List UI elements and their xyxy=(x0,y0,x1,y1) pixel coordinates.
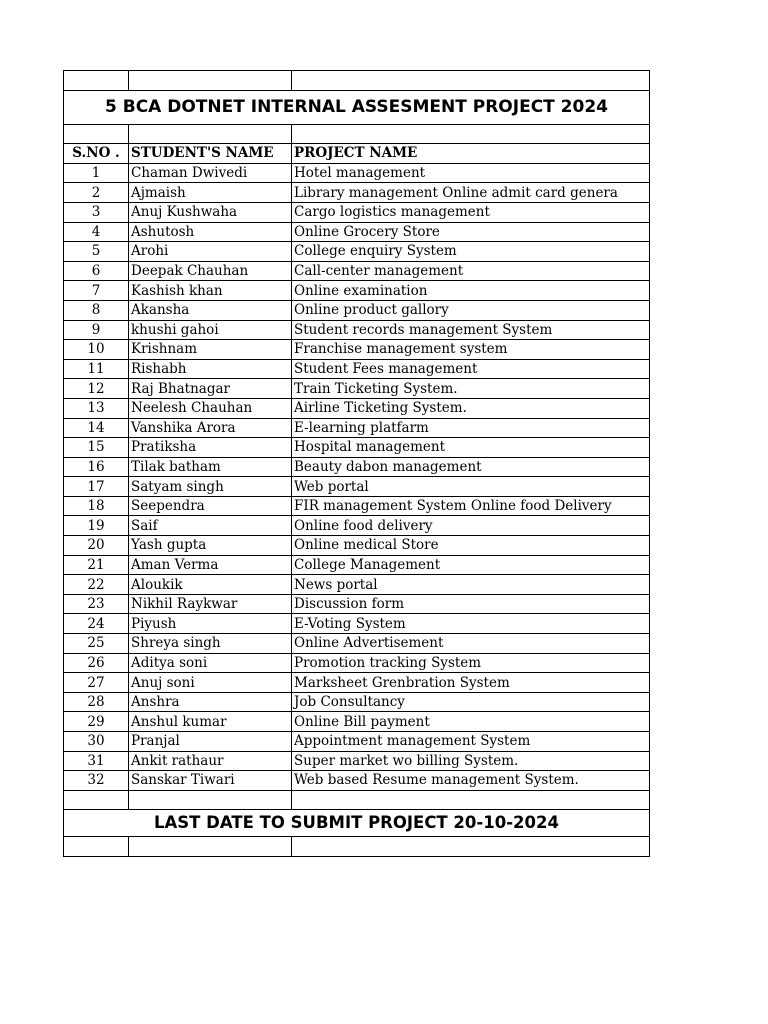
cell-student-name: khushi gahoi xyxy=(129,320,292,340)
cell-project-name: Cargo logistics management xyxy=(292,202,650,222)
table-row xyxy=(64,692,650,712)
table-row xyxy=(64,202,650,222)
cell-student-name: Shreya singh xyxy=(129,634,292,654)
cell-sno: 1 xyxy=(64,163,129,183)
cell-student-name: Anuj soni xyxy=(129,673,292,693)
table-row xyxy=(64,771,650,791)
table-row xyxy=(64,261,650,281)
cell-project-name: Library management Online admit card genera xyxy=(292,183,650,203)
table-row xyxy=(64,398,650,418)
cell-student-name: Anshul kumar xyxy=(129,712,292,732)
cell-student-name: Aditya soni xyxy=(129,653,292,673)
cell-sno: 2 xyxy=(64,183,129,203)
cell-sno: 32 xyxy=(64,771,129,791)
project-table xyxy=(63,70,650,857)
cell-student-name: Arohi xyxy=(129,242,292,262)
cell-student-name: Yash gupta xyxy=(129,536,292,556)
cell-student-name: Neelesh Chauhan xyxy=(129,398,292,418)
table-row xyxy=(64,477,650,497)
cell-sno: 9 xyxy=(64,320,129,340)
cell-sno: 7 xyxy=(64,281,129,301)
table-row xyxy=(64,653,650,673)
cell-student-name: Ashutosh xyxy=(129,222,292,242)
cell-sno: 4 xyxy=(64,222,129,242)
cell-sno: 21 xyxy=(64,555,129,575)
table-row xyxy=(64,300,650,320)
blank-cell xyxy=(129,790,292,810)
cell-project-name: College Management xyxy=(292,555,650,575)
table-row xyxy=(64,575,650,595)
cell-sno: 3 xyxy=(64,202,129,222)
table-row xyxy=(64,594,650,614)
blank-cell xyxy=(292,71,650,91)
blank-cell xyxy=(129,124,292,144)
cell-sno: 6 xyxy=(64,261,129,281)
header-project-name: PROJECT NAME xyxy=(292,144,650,164)
cell-sno: 19 xyxy=(64,516,129,536)
cell-project-name: Marksheet Grenbration System xyxy=(292,673,650,693)
blank-row xyxy=(64,837,650,857)
cell-project-name: E-Voting System xyxy=(292,614,650,634)
cell-project-name: Airline Ticketing System. xyxy=(292,398,650,418)
cell-sno: 20 xyxy=(64,536,129,556)
blank-row xyxy=(64,71,650,91)
cell-sno: 24 xyxy=(64,614,129,634)
cell-sno: 27 xyxy=(64,673,129,693)
cell-project-name: Student records management System xyxy=(292,320,650,340)
cell-student-name: Nikhil Raykwar xyxy=(129,594,292,614)
cell-student-name: Anshra xyxy=(129,692,292,712)
blank-cell xyxy=(129,71,292,91)
cell-project-name: Student Fees management xyxy=(292,359,650,379)
header-sno: S.NO . xyxy=(64,144,129,164)
cell-sno: 29 xyxy=(64,712,129,732)
blank-row xyxy=(64,124,650,144)
cell-project-name: Hospital management xyxy=(292,438,650,458)
cell-sno: 16 xyxy=(64,457,129,477)
cell-student-name: Pranjal xyxy=(129,732,292,752)
cell-student-name: Deepak Chauhan xyxy=(129,261,292,281)
table-row xyxy=(64,516,650,536)
blank-cell xyxy=(64,71,129,91)
cell-sno: 25 xyxy=(64,634,129,654)
cell-sno: 14 xyxy=(64,418,129,438)
table-row xyxy=(64,712,650,732)
blank-cell xyxy=(292,790,650,810)
footer-row xyxy=(64,810,650,837)
cell-sno: 15 xyxy=(64,438,129,458)
cell-project-name: Train Ticketing System. xyxy=(292,379,650,399)
cell-student-name: Piyush xyxy=(129,614,292,634)
blank-cell xyxy=(64,837,129,857)
title-row xyxy=(64,90,650,124)
project-table-body xyxy=(64,71,650,857)
cell-sno: 5 xyxy=(64,242,129,262)
table-row xyxy=(64,222,650,242)
cell-project-name: Super market wo billing System. xyxy=(292,751,650,771)
cell-project-name: Beauty dabon management xyxy=(292,457,650,477)
table-row xyxy=(64,242,650,262)
cell-student-name: Krishnam xyxy=(129,340,292,360)
cell-project-name: Franchise management system xyxy=(292,340,650,360)
table-row xyxy=(64,496,650,516)
table-row xyxy=(64,536,650,556)
cell-project-name: Online Bill payment xyxy=(292,712,650,732)
cell-student-name: Raj Bhatnagar xyxy=(129,379,292,399)
cell-project-name: Appointment management System xyxy=(292,732,650,752)
cell-student-name: Vanshika Arora xyxy=(129,418,292,438)
submission-deadline: LAST DATE TO SUBMIT PROJECT 20-10-2024 xyxy=(64,810,650,837)
cell-student-name: Sanskar Tiwari xyxy=(129,771,292,791)
blank-cell xyxy=(292,837,650,857)
table-row xyxy=(64,359,650,379)
table-row xyxy=(64,418,650,438)
cell-student-name: Satyam singh xyxy=(129,477,292,497)
cell-project-name: Online Advertisement xyxy=(292,634,650,654)
cell-sno: 22 xyxy=(64,575,129,595)
cell-student-name: Rishabh xyxy=(129,359,292,379)
cell-sno: 12 xyxy=(64,379,129,399)
cell-sno: 8 xyxy=(64,300,129,320)
cell-student-name: Ajmaish xyxy=(129,183,292,203)
blank-cell xyxy=(64,124,129,144)
cell-project-name: E-learning platfarm xyxy=(292,418,650,438)
cell-sno: 26 xyxy=(64,653,129,673)
cell-project-name: News portal xyxy=(292,575,650,595)
cell-student-name: Seependra xyxy=(129,496,292,516)
cell-project-name: Online food delivery xyxy=(292,516,650,536)
table-row xyxy=(64,320,650,340)
blank-row xyxy=(64,790,650,810)
cell-sno: 13 xyxy=(64,398,129,418)
cell-project-name: Call-center management xyxy=(292,261,650,281)
blank-cell xyxy=(129,837,292,857)
cell-sno: 28 xyxy=(64,692,129,712)
blank-cell xyxy=(292,124,650,144)
cell-student-name: Anuj Kushwaha xyxy=(129,202,292,222)
table-row xyxy=(64,183,650,203)
cell-sno: 31 xyxy=(64,751,129,771)
cell-sno: 23 xyxy=(64,594,129,614)
cell-project-name: Online product gallory xyxy=(292,300,650,320)
cell-project-name: Web portal xyxy=(292,477,650,497)
cell-student-name: Ankit rathaur xyxy=(129,751,292,771)
cell-project-name: Web based Resume management System. xyxy=(292,771,650,791)
table-row xyxy=(64,751,650,771)
cell-student-name: Akansha xyxy=(129,300,292,320)
cell-student-name: Pratiksha xyxy=(129,438,292,458)
cell-project-name: Online examination xyxy=(292,281,650,301)
table-row xyxy=(64,163,650,183)
table-row xyxy=(64,673,650,693)
cell-project-name: Hotel management xyxy=(292,163,650,183)
table-row xyxy=(64,732,650,752)
cell-project-name: FIR management System Online food Delivery xyxy=(292,496,650,516)
cell-student-name: Aman Verma xyxy=(129,555,292,575)
cell-project-name: College enquiry System xyxy=(292,242,650,262)
cell-project-name: Job Consultancy xyxy=(292,692,650,712)
cell-project-name: Promotion tracking System xyxy=(292,653,650,673)
cell-project-name: Online medical Store xyxy=(292,536,650,556)
cell-student-name: Aloukik xyxy=(129,575,292,595)
table-row xyxy=(64,281,650,301)
table-row xyxy=(64,379,650,399)
sheet-title: 5 BCA DOTNET INTERNAL ASSESMENT PROJECT 2024 xyxy=(64,90,650,124)
table-row xyxy=(64,457,650,477)
cell-student-name: Kashish khan xyxy=(129,281,292,301)
cell-sno: 30 xyxy=(64,732,129,752)
table-row xyxy=(64,555,650,575)
cell-sno: 11 xyxy=(64,359,129,379)
cell-sno: 17 xyxy=(64,477,129,497)
header-row xyxy=(64,144,650,164)
cell-project-name: Online Grocery Store xyxy=(292,222,650,242)
table-row xyxy=(64,614,650,634)
cell-student-name: Saif xyxy=(129,516,292,536)
cell-project-name: Discussion form xyxy=(292,594,650,614)
table-row xyxy=(64,340,650,360)
table-row xyxy=(64,438,650,458)
cell-student-name: Tilak batham xyxy=(129,457,292,477)
table-row xyxy=(64,634,650,654)
blank-cell xyxy=(64,790,129,810)
cell-sno: 18 xyxy=(64,496,129,516)
cell-sno: 10 xyxy=(64,340,129,360)
header-student-name: STUDENT'S NAME xyxy=(129,144,292,164)
cell-student-name: Chaman Dwivedi xyxy=(129,163,292,183)
